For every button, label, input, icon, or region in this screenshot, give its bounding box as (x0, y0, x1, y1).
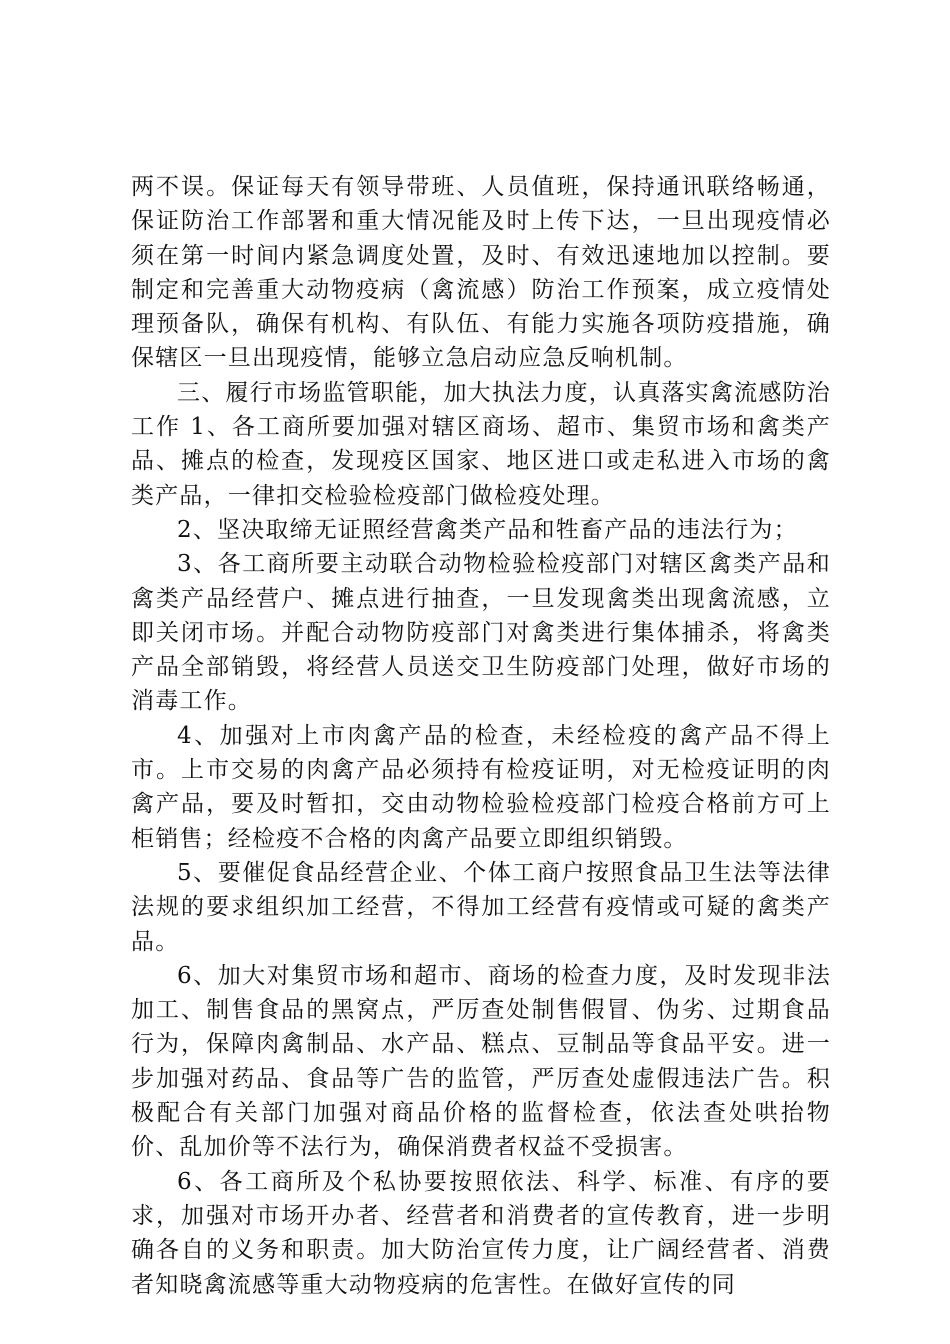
document-body (131, 170, 831, 1302)
paragraph-continuation: 两不误。保证每天有领导带班、人员值班，保持通讯联络畅通，保证防治工作部署和重大情况能及时上传下达，一旦出现疫情必须在第一时间内紧急调度处置，及时、有效迅速地加以控制。要制定和完善重大动物疫病（禽流感）防治工作预案，成立疫情处理预备队，确保有机构、有队伍、有能力实施各项防疫措施，确保辖区一旦出现疫情，能够立急启动应急反响机制。 (131, 174, 831, 372)
paragraph-item-6a: 6、加大对集贸市场和超市、商场的检查力度，及时发现非法加工、制售食品的黑窝点，严厉查处制售假冒、伪劣、过期食品行为，保障肉禽制品、水产品、糕点、豆制品等食品平安。进一步加强对药品、食品等广告的监管，严厉查处虚假违法广告。积极配合有关部门加强对商品价格的监督检查，依法查处哄抬物价、乱加价等不法行为，确保消费者权益不受损害。 (131, 962, 831, 1161)
paragraph-item-3: 3、各工商所要主动联合动物检验检疫部门对辖区禽类产品和禽类产品经营户、摊点进行抽查，一旦发现禽类出现禽流感，立即关闭市场。并配合动物防疫部门对禽类进行集体捕杀，将禽类产品全部销毁，将经营人员送交卫生防疫部门处理，做好市场的消毒工作。 (131, 551, 831, 715)
paragraph-section-three: 三、履行市场监管职能，加大执法力度，认真落实禽流感防治工作 1、各工商所要加强对辖区商场、超市、集贸市场和禽类产品、摊点的检查，发现疫区国家、地区进口或走私进入市场的禽类产品，一律扣交检验检疫部门做检疫处理。 (131, 379, 831, 509)
paragraph-item-2: 2、坚决取缔无证照经营禽类产品和牲畜产品的违法行为； (177, 516, 798, 543)
paragraph-item-6b: 6、各工商所及个私协要按照依法、科学、标准、有序的要求，加强对市场开办者、经营者和消费者的宣传教育，进一步明确各自的义务和职责。加大防治宣传力度，让广阔经营者、消费者知晓禽流感等重大动物疫病的危害性。在做好宣传的同 (131, 1168, 831, 1298)
paragraph-item-4: 4、加强对上市肉禽产品的检查，未经检疫的禽产品不得上市。上市交易的肉禽产品必须持有检疫证明，对无检疫证明的肉禽产品，要及时暂扣，交由动物检验检疫部门检疫合格前方可上柜销售；经检疫不合格的肉禽产品要立即组织销毁。 (131, 722, 831, 852)
paragraph-item-5: 5、要催促食品经营企业、个体工商户按照食品卫生法等法律法规的要求组织加工经营，不得加工经营有疫情或可疑的禽类产品。 (131, 859, 831, 955)
